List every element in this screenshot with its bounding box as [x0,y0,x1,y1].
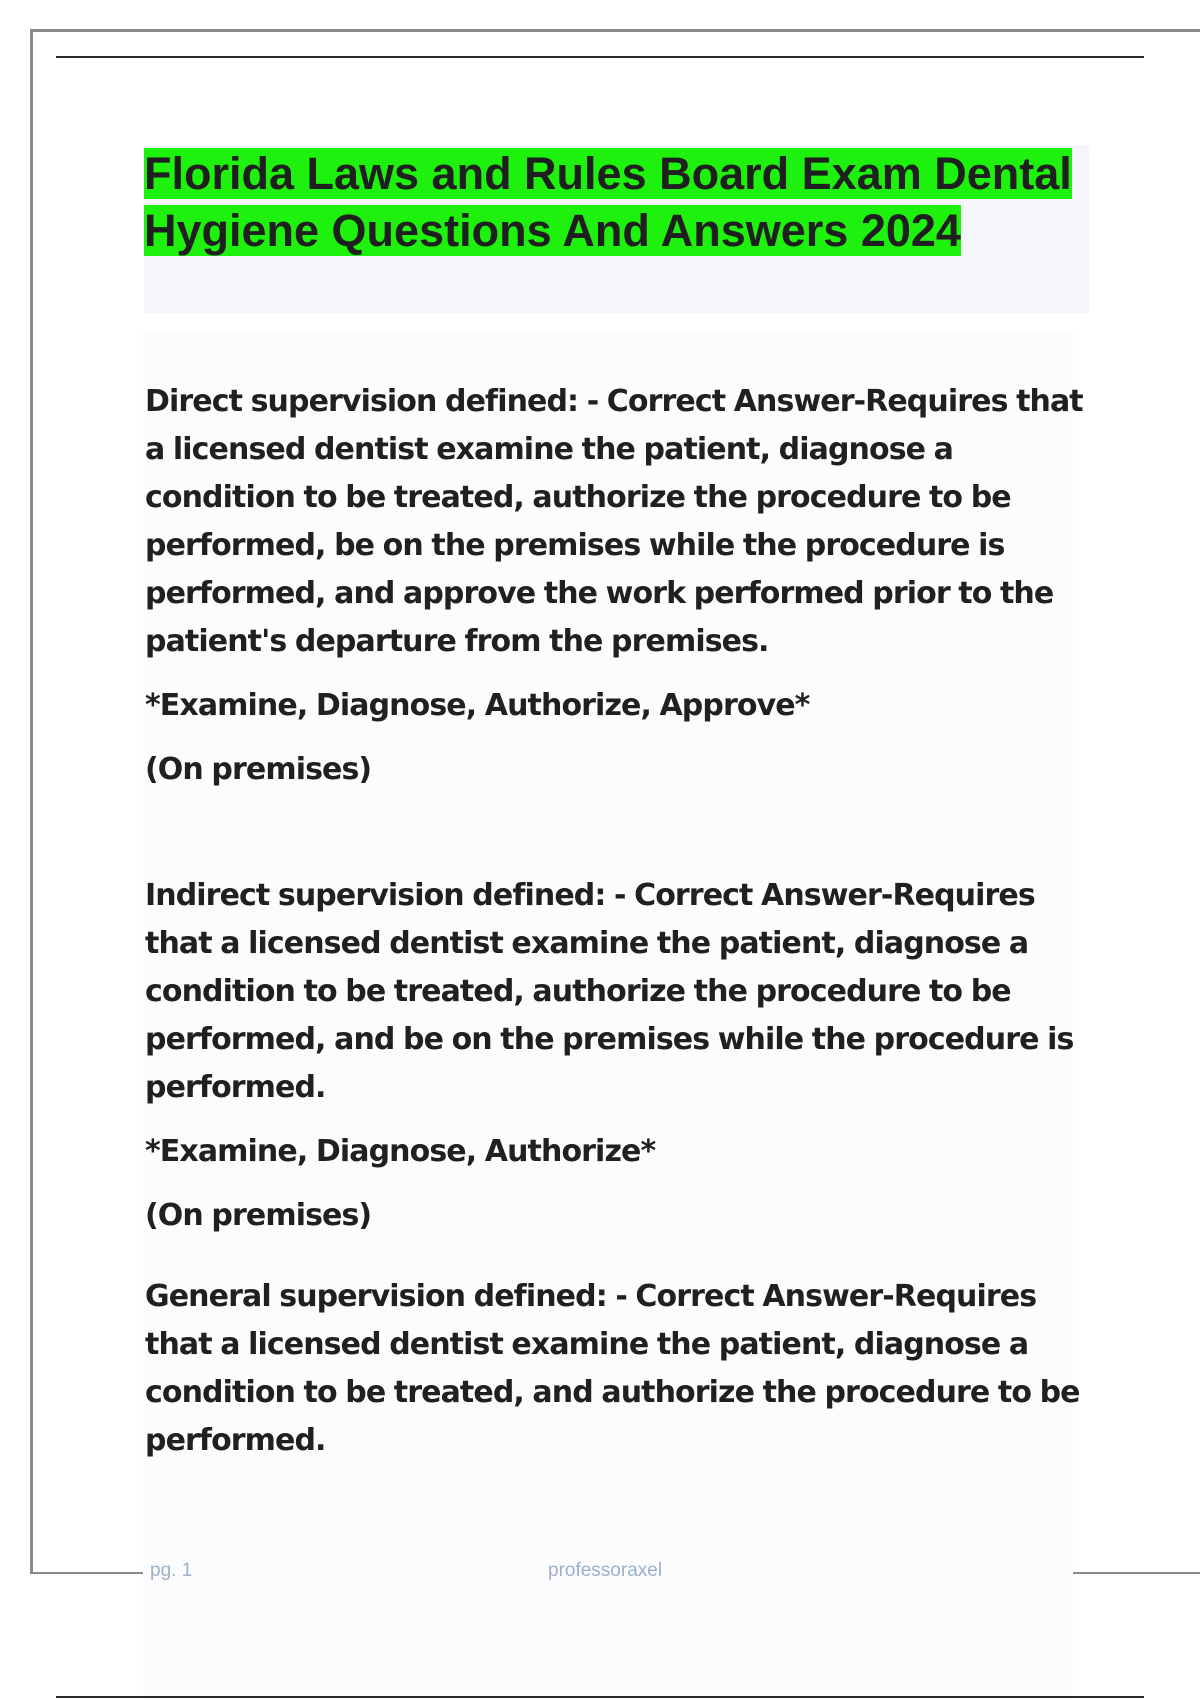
document-title-highlight: Florida Laws and Rules Board Exam Dental Hygiene Questions And Answers 2024 [144,148,1072,256]
qa-location: (On premises) [145,1198,372,1233]
qa-entry-indirect-supervision [145,872,1090,1240]
top-rule [56,56,1144,58]
qa-location: (On premises) [145,752,372,787]
qa-entry-general-supervision [145,1273,1090,1465]
qa-summary: *Examine, Diagnose, Authorize, Approve* [145,688,810,723]
title-block [144,145,1089,313]
qa-summary: *Examine, Diagnose, Authorize* [145,1134,656,1169]
document-title [144,145,1089,259]
footer-author: professoraxel [548,1560,663,1581]
qa-answer-text: General supervision defined: - Correct Answer-Requires that a licensed dentist examine the patient, diagnose a condition to be treated, and authorize the procedure to be performed. [145,1279,1080,1458]
qa-answer-text: Indirect supervision defined: - Correct Answer-Requires that a licensed dentist examine the patient, diagnose a condition to be treated, authorize the procedure to be performed, and be on the premises while the procedure is performed. [145,878,1074,1105]
qa-entry-direct-supervision [145,378,1090,794]
qa-answer-text: Direct supervision defined: - Correct Answer-Requires that a licensed dentist examine the patient, diagnose a condition to be treated, authorize the procedure to be performed, be on the premises while the procedure is performed, and approve the work performed prior to the patient's departure from the premises. [145,384,1083,659]
bottom-rule [56,1696,1144,1698]
footer-page-number: pg. 1 [150,1560,193,1581]
